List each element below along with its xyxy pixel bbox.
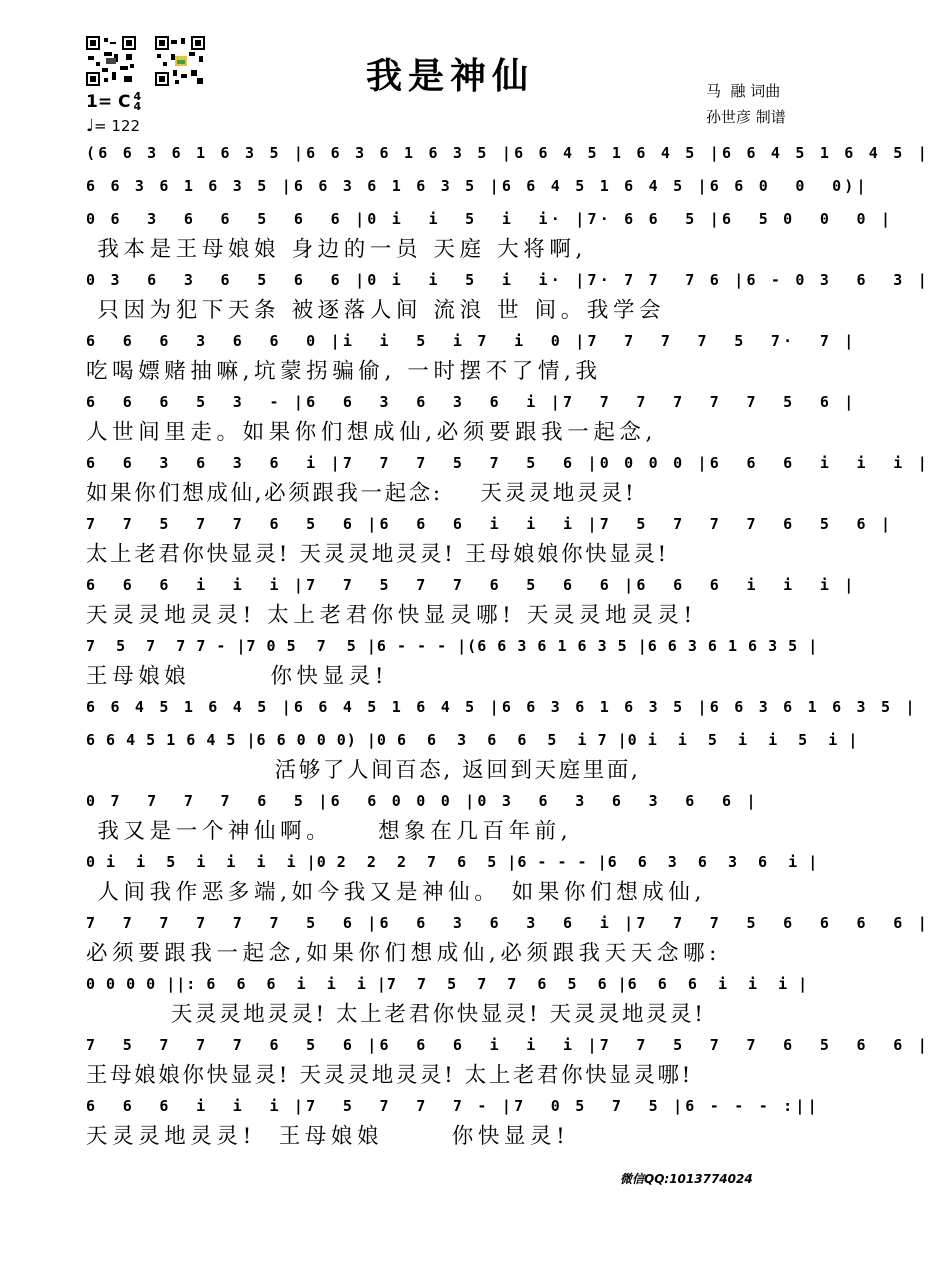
score-line [86,971,826,1032]
contact-footer: 微信QQ:1013774024 [620,1172,753,1186]
credits [706,78,786,130]
lyrics-line: 必须要跟我一起念,如果你们想成仙,必须跟我天天念哪: [86,941,722,966]
score-line [86,511,894,572]
lyrics-line: 王母娘娘你快显灵! 天灵灵地灵灵! 太上老君你快显灵哪! [86,1063,693,1088]
score-line [86,450,930,511]
notation-line: 0 6 3 6 6 5 6 6 |0 i i 5 i i· |7· 6 6 5 |6 5 0 0 0 | [86,210,894,228]
song-title: 我是神仙 [365,55,534,97]
lyrics-line: 我又是一个神仙啊。 想象在几百年前, [86,819,573,844]
notation-line: (6 6 3 6 1 6 3 5 |6 6 3 6 1 6 3 5 |6 6 4 5 1 6 4 5 |6 6 4 5 1 6 4 5 | [86,144,930,162]
lyrics-line: 如果你们想成仙,必须跟我一起念: 天灵灵地灵灵! [86,481,637,506]
lyrics-line: 天灵灵地灵灵! 太上老君你快显灵哪! 天灵灵地灵灵! [86,603,697,628]
score-line [86,328,857,389]
notation-line: 7 7 7 7 7 7 5 6 |6 6 3 6 3 6 i |7 7 7 5 6 6 6 6 | [86,914,930,932]
key-signature [86,92,141,112]
notation-line: 7 5 7 7 7 6 5 6 |6 6 6 i i i |7 7 5 7 7 6 5 6 6 | [86,1036,930,1054]
score-line [86,849,826,910]
lyrics-line: 我本是王母娘娘 身边的一员 天庭 大将啊, [86,237,587,262]
notation-line: 6 6 4 5 1 6 4 5 |6 6 4 5 1 6 4 5 |6 6 3 6 1 6 3 5 |6 6 3 6 1 6 3 5 | [86,698,918,716]
score-line [86,694,918,727]
notation-line: 6 6 6 5 3 - |6 6 3 6 3 6 i |7 7 7 7 7 7 5 6 | [86,393,857,411]
score-line [86,206,894,267]
score-line [86,1093,826,1154]
notation-line: 0 7 7 7 7 6 5 |6 6 0 0 0 |0 3 6 3 6 3 6 6 | [86,792,759,810]
score-line [86,727,859,788]
score-line [86,389,857,450]
score-line [86,633,826,694]
quarter-note-icon: ♩ [86,116,95,136]
lyrics-line: 天灵灵地灵灵! 太上老君你快显灵! 天灵灵地灵灵! [86,1002,706,1027]
tempo-value: = 122 [94,117,140,135]
score-line [86,1032,930,1093]
notation-line: 6 6 6 i i i |7 7 5 7 7 6 5 6 6 |6 6 6 i i i | [86,576,857,594]
notation-line: 6 6 3 6 3 6 i |7 7 7 5 7 5 6 |0 0 0 0 |6 6 6 i i i | [86,454,930,472]
score [86,140,930,1154]
lyrics-line: 人世间里走。如果你们想成仙,必须要跟我一起念, [86,420,657,445]
time-signature [133,92,141,112]
score-line [86,173,869,206]
time-top: 4 [133,90,142,103]
notation-line: 0 3 6 3 6 5 6 6 |0 i i 5 i i· |7· 7 7 7 6 |6 - 0 3 6 3 | [86,271,930,289]
score-line [86,267,930,328]
lyrics-line: 王母娘娘 你快显灵! [86,664,389,689]
lyrics-line: 只因为犯下天条 被逐落人间 流浪 世 间。我学会 [86,298,666,323]
score-line [86,572,857,633]
notation-line: 7 7 5 7 7 6 5 6 |6 6 6 i i i |7 5 7 7 7 6 5 6 | [86,515,894,533]
lyrics-line: 天灵灵地灵灵! 王母娘娘 你快显灵! [86,1124,570,1149]
tempo-marking [86,116,140,136]
lyrics-line: 活够了人间百态, 返回到天庭里面, [86,758,641,783]
notation-line: 6 6 6 3 6 6 0 |i i 5 i 7 i 0 |7 7 7 7 5 7· 7 | [86,332,857,350]
lyrics-line: 吃喝嫖赌抽嘛,坑蒙拐骗偷, 一时摆不了情,我 [86,359,602,384]
notation-line: 0 0 0 0 ||: 6 6 6 i i i |7 7 5 7 7 6 5 6 |6 6 6 i i i | [86,975,809,993]
lyricist-composer: 马 融 词曲 [706,82,781,100]
notation-line: 0 i i 5 i i i i |0 2 2 2 7 6 5 |6 - - - |6 6 3 6 3 6 i | [86,853,819,871]
notation-line: 6 6 4 5 1 6 4 5 |6 6 0 0 0) |0 6 6 3 6 6 5 i 7 |0 i i 5 i i 5 i | [86,731,859,749]
notation-line: 6 6 6 i i i |7 5 7 7 7 - |7 0 5 7 5 |6 - - - :|| [86,1097,820,1115]
key-label: 1= C [86,92,131,112]
transcriber: 孙世彦 制谱 [706,108,786,126]
score-line [86,788,826,849]
lyrics-line: 人间我作恶多端,如今我又是神仙。 如果你们想成仙, [86,880,706,905]
lyrics-line: 太上老君你快显灵! 天灵灵地灵灵! 王母娘娘你快显灵! [86,542,669,567]
notation-line: 7 5 7 7 7 - |7 0 5 7 5 |6 - - - |(6 6 3 6 1 6 3 5 |6 6 3 6 1 6 3 5 | [86,637,819,655]
score-line [86,140,930,173]
notation-line: 6 6 3 6 1 6 3 5 |6 6 3 6 1 6 3 5 |6 6 4 5 1 6 4 5 |6 6 0 0 0)| [86,177,869,195]
score-line [86,910,930,971]
time-bottom: 4 [133,100,142,113]
